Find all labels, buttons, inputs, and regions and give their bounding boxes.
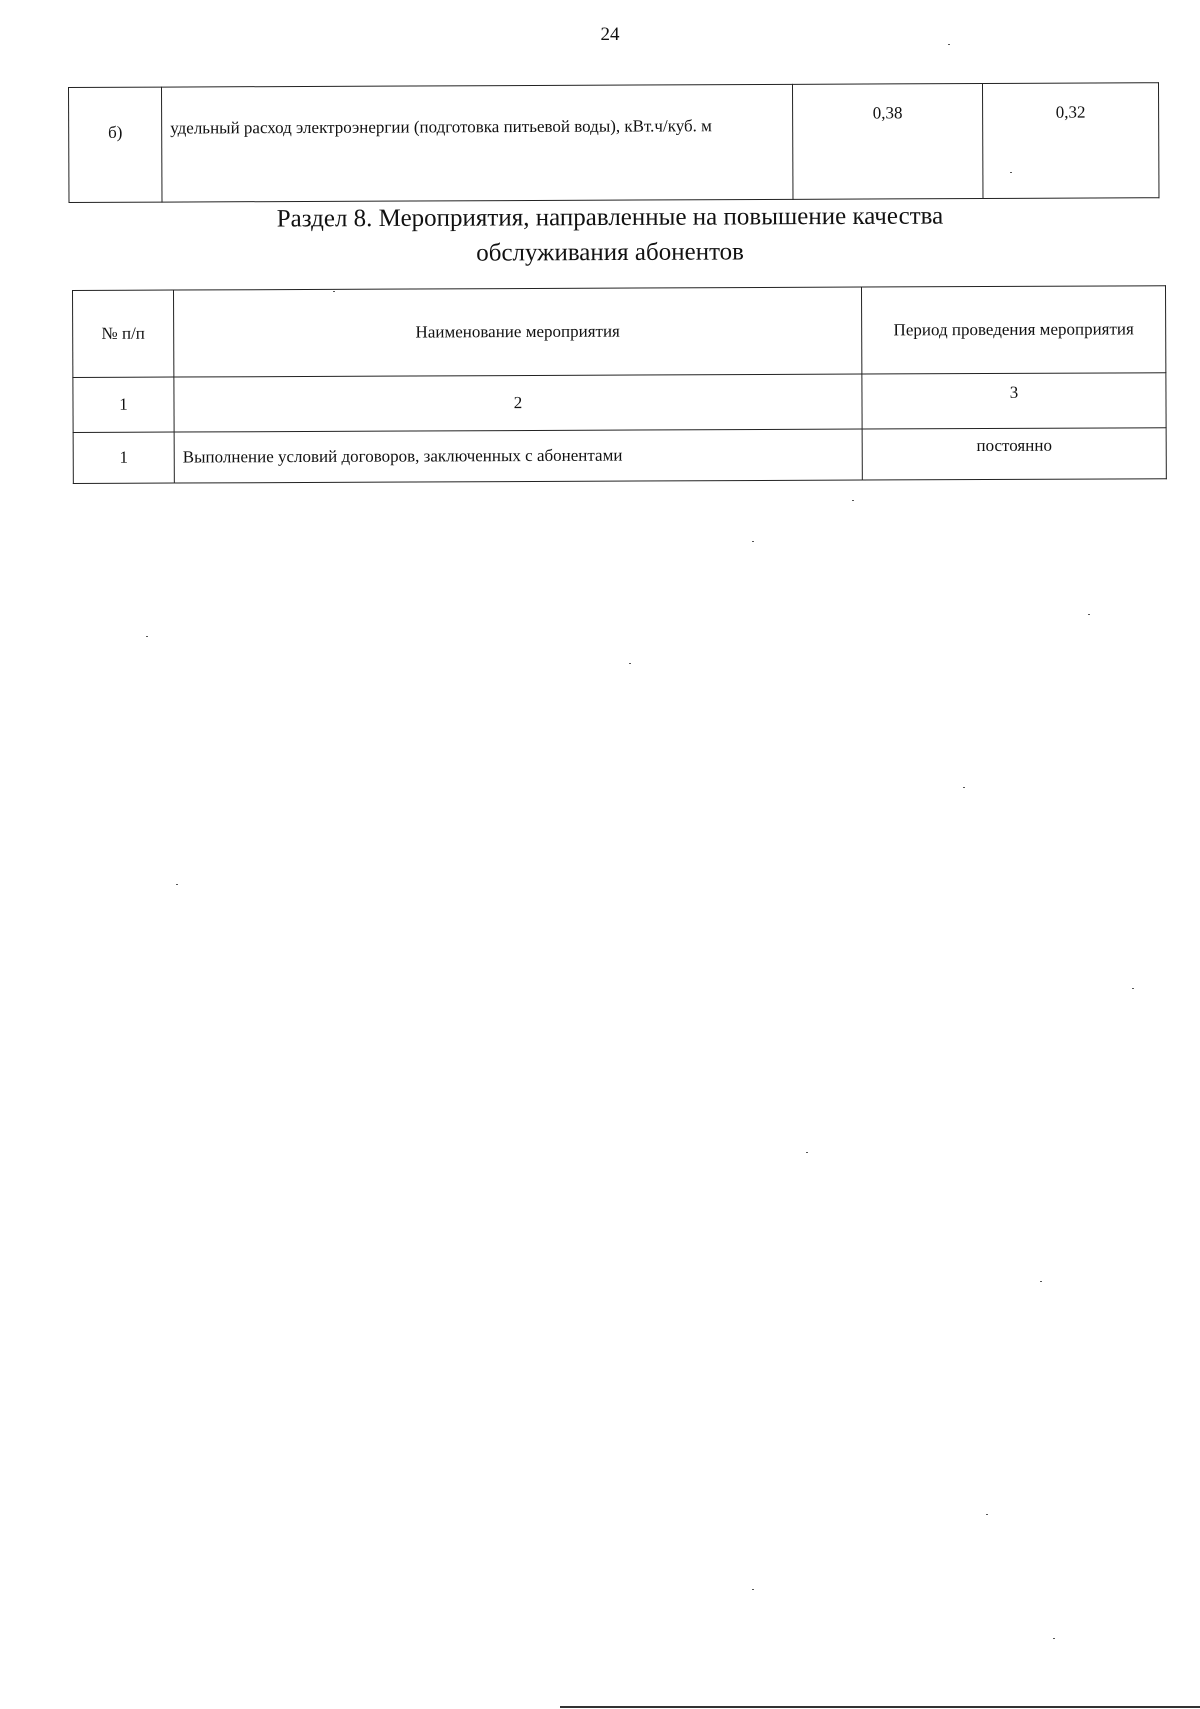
bottom-scan-edge	[560, 1706, 1200, 1708]
header-event-name: Наименование мероприятия	[174, 287, 862, 377]
table-row	[69, 83, 1159, 203]
header-period: Период проведения мероприятия	[861, 286, 1165, 374]
row-number: 1	[73, 432, 174, 483]
indicator-description: удельный расход электроэнергии (подготовка питьевой воды), кВт.ч/куб. м	[162, 84, 793, 202]
page-number: 24	[600, 24, 620, 45]
header-number: № п/п	[73, 290, 174, 377]
section-title	[0, 197, 1200, 272]
column-number-3: 3	[862, 373, 1166, 429]
indicator-value-2: 0,32	[982, 83, 1159, 199]
table-header-row	[73, 286, 1166, 378]
column-number-1: 1	[73, 377, 174, 432]
table-row	[73, 428, 1166, 484]
indicator-value-1: 0,38	[792, 84, 982, 200]
section-title-line-2: обслуживания абонентов	[476, 238, 745, 267]
event-period: постоянно	[862, 428, 1166, 480]
events-table	[72, 285, 1167, 484]
column-number-2: 2	[174, 374, 862, 432]
row-marker: б)	[69, 87, 163, 202]
energy-consumption-table	[68, 82, 1159, 203]
column-numbers-row	[73, 373, 1166, 433]
event-name: Выполнение условий договоров, заключенных с абонентами	[174, 429, 862, 483]
section-title-line-1: Раздел 8. Мероприятия, направленные на повышение качества	[276, 202, 944, 233]
